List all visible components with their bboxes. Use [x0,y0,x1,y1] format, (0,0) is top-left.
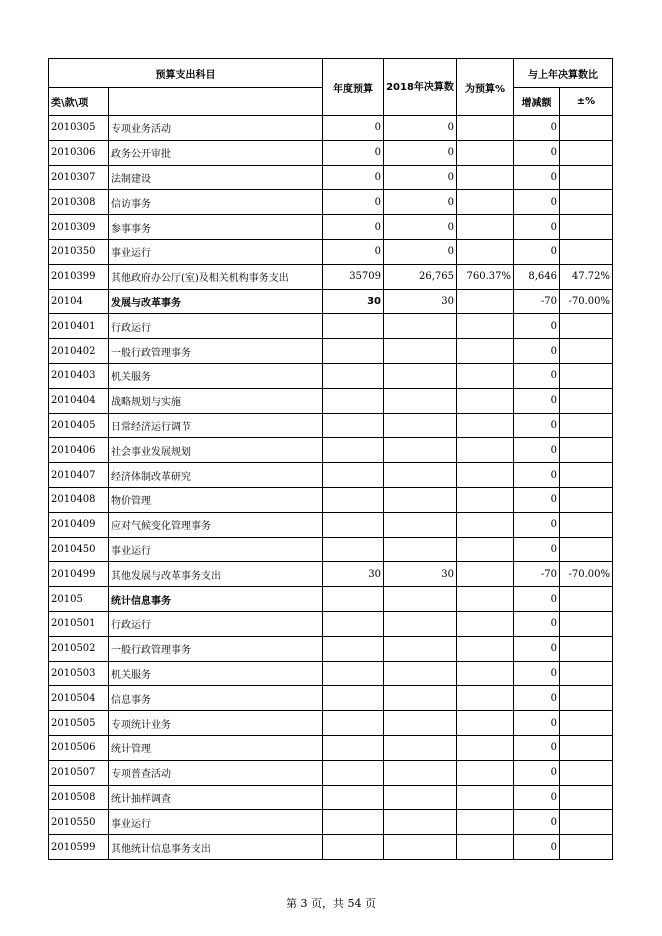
row-pct [457,587,514,612]
row-budget [323,735,384,760]
row-name: 统计管理 [109,735,323,760]
row-pct [457,363,514,388]
row-change: 0 [514,116,560,141]
table-row [49,611,613,636]
row-change: 0 [514,587,560,612]
row-change: 0 [514,711,560,736]
row-name: 政务公开审批 [109,140,323,165]
row-name: 应对气候变化管理事务 [109,512,323,537]
row-budget [323,760,384,785]
row-change-pct [560,760,613,785]
row-code: 2010507 [49,760,109,785]
row-budget [323,413,384,438]
row-change-pct [560,487,613,512]
row-change-pct: -70.00% [560,289,613,314]
table-row [49,388,613,413]
header-pct-budget: 为预算% [457,59,514,116]
budget-table [48,58,613,860]
row-pct [457,835,514,860]
row-code: 2010409 [49,512,109,537]
table-row [49,339,613,364]
row-change-pct [560,587,613,612]
row-code: 2010550 [49,810,109,835]
row-change-pct [560,413,613,438]
table-row [49,636,613,661]
row-change-pct [560,116,613,141]
row-budget [323,388,384,413]
row-budget: 0 [323,239,384,264]
row-code: 2010499 [49,562,109,587]
row-name: 信息事务 [109,686,323,711]
table-row [49,140,613,165]
row-budget: 0 [323,190,384,215]
table-row [49,438,613,463]
row-pct [457,636,514,661]
row-budget: 0 [323,116,384,141]
row-code: 2010405 [49,413,109,438]
row-change-pct: 47.72% [560,264,613,289]
table-row [49,785,613,810]
row-final: 0 [384,239,457,264]
row-change: 0 [514,487,560,512]
row-code: 2010505 [49,711,109,736]
table-row [49,116,613,141]
row-final: 0 [384,190,457,215]
row-code: 2010308 [49,190,109,215]
row-final [384,339,457,364]
row-final [384,413,457,438]
table-row [49,587,613,612]
row-change: 0 [514,785,560,810]
table-row [49,487,613,512]
row-final [384,388,457,413]
row-change: 0 [514,463,560,488]
row-budget [323,835,384,860]
table-row [49,264,613,289]
table-row [49,735,613,760]
row-budget: 30 [323,562,384,587]
row-final: 0 [384,116,457,141]
table-row [49,760,613,785]
row-final: 30 [384,289,457,314]
row-change-pct [560,711,613,736]
row-code: 2010309 [49,215,109,240]
row-code: 2010399 [49,264,109,289]
header-final-2018: 2018年决算数 [384,59,457,116]
row-change-pct [560,686,613,711]
row-budget [323,339,384,364]
page-footer: 第 3 页，共 54 页 [286,897,376,910]
row-change-pct [560,388,613,413]
row-change-pct [560,165,613,190]
row-change-pct [560,537,613,562]
row-budget [323,537,384,562]
row-final [384,363,457,388]
row-pct [457,165,514,190]
table-row [49,215,613,240]
row-change-pct [560,463,613,488]
row-code: 2010501 [49,611,109,636]
header-name-blank [109,88,323,116]
row-budget [323,611,384,636]
row-code: 2010404 [49,388,109,413]
table-row [49,686,613,711]
row-final [384,711,457,736]
row-change-pct [560,636,613,661]
row-name: 信访事务 [109,190,323,215]
row-code: 2010403 [49,363,109,388]
header-compare: 与上年决算数比 [514,59,613,88]
row-name: 事业运行 [109,537,323,562]
table-row [49,289,613,314]
row-code: 2010508 [49,785,109,810]
row-final [384,512,457,537]
row-pct [457,190,514,215]
row-change: 0 [514,413,560,438]
row-pct [457,711,514,736]
row-code: 2010408 [49,487,109,512]
table-row [49,810,613,835]
row-pct [457,413,514,438]
row-final [384,785,457,810]
row-final [384,835,457,860]
row-name: 日常经济运行调节 [109,413,323,438]
header-subject: 预算支出科目 [49,59,323,88]
row-change-pct [560,239,613,264]
row-budget [323,636,384,661]
row-pct [457,760,514,785]
row-name: 参事事务 [109,215,323,240]
row-pct [457,487,514,512]
table-row [49,512,613,537]
row-final: 30 [384,562,457,587]
row-pct [457,512,514,537]
table-row [49,835,613,860]
row-pct [457,289,514,314]
row-code: 2010407 [49,463,109,488]
row-change: -70 [514,289,560,314]
row-code: 2010305 [49,116,109,141]
row-final [384,735,457,760]
row-final: 0 [384,165,457,190]
table-row [49,239,613,264]
row-change: 0 [514,438,560,463]
table-row [49,661,613,686]
row-final [384,487,457,512]
row-budget [323,463,384,488]
row-name: 统计信息事务 [109,587,323,612]
row-budget [323,661,384,686]
row-name: 其他政府办公厅(室)及相关机构事务支出 [109,264,323,289]
row-budget [323,363,384,388]
row-budget [323,810,384,835]
row-final [384,611,457,636]
row-budget [323,587,384,612]
row-change: 8,646 [514,264,560,289]
row-name: 其他发展与改革事务支出 [109,562,323,587]
row-pct [457,785,514,810]
row-change: 0 [514,165,560,190]
row-final [384,760,457,785]
row-name: 事业运行 [109,810,323,835]
row-change: 0 [514,810,560,835]
row-change: 0 [514,239,560,264]
row-change-pct [560,363,613,388]
row-change-pct [560,438,613,463]
row-code: 2010402 [49,339,109,364]
header-annual-budget: 年度预算 [323,59,384,116]
row-budget: 30 [323,289,384,314]
row-change-pct: -70.00% [560,562,613,587]
row-pct [457,116,514,141]
row-pct [457,562,514,587]
row-name: 专项统计业务 [109,711,323,736]
header-change-pct: ±% [560,88,613,116]
table-row [49,413,613,438]
row-change: 0 [514,611,560,636]
row-final: 0 [384,215,457,240]
row-change-pct [560,661,613,686]
row-code: 2010306 [49,140,109,165]
table-row [49,363,613,388]
row-final [384,537,457,562]
row-change: 0 [514,735,560,760]
row-pct [457,339,514,364]
row-change: 0 [514,835,560,860]
row-code: 2010599 [49,835,109,860]
row-change-pct [560,835,613,860]
row-change-pct [560,314,613,339]
row-budget [323,314,384,339]
row-final: 0 [384,140,457,165]
row-change: 0 [514,140,560,165]
row-budget [323,785,384,810]
row-pct [457,314,514,339]
row-change: 0 [514,537,560,562]
row-pct [457,215,514,240]
row-pct [457,463,514,488]
table-row [49,463,613,488]
row-change: 0 [514,636,560,661]
row-final [384,314,457,339]
header-code: 类\款\项 [49,88,109,116]
row-change: 0 [514,760,560,785]
row-budget: 35709 [323,264,384,289]
row-pct [457,537,514,562]
row-name: 经济体制改革研究 [109,463,323,488]
row-final [384,636,457,661]
row-change-pct [560,735,613,760]
row-name: 行政运行 [109,611,323,636]
row-name: 一般行政管理事务 [109,636,323,661]
row-code: 2010502 [49,636,109,661]
row-name: 行政运行 [109,314,323,339]
row-change: 0 [514,314,560,339]
row-code: 2010504 [49,686,109,711]
row-pct [457,140,514,165]
row-name: 物价管理 [109,487,323,512]
row-code: 2010406 [49,438,109,463]
row-change-pct [560,140,613,165]
row-budget: 0 [323,215,384,240]
table-body [49,116,613,860]
row-code: 2010506 [49,735,109,760]
row-budget: 0 [323,140,384,165]
header-change-amount: 增减额 [514,88,560,116]
row-name: 战略规划与实施 [109,388,323,413]
row-final: 26,765 [384,264,457,289]
row-pct [457,438,514,463]
row-final [384,661,457,686]
row-budget [323,487,384,512]
row-final [384,810,457,835]
row-name: 专项普查活动 [109,760,323,785]
row-change: 0 [514,512,560,537]
row-name: 其他统计信息事务支出 [109,835,323,860]
row-pct [457,810,514,835]
row-change-pct [560,611,613,636]
row-code: 2010450 [49,537,109,562]
row-change: 0 [514,388,560,413]
row-change: 0 [514,215,560,240]
row-pct: 760.37% [457,264,514,289]
row-budget [323,686,384,711]
row-code: 20104 [49,289,109,314]
row-name: 统计抽样调查 [109,785,323,810]
row-code: 2010401 [49,314,109,339]
row-change-pct [560,215,613,240]
row-budget [323,711,384,736]
row-name: 一般行政管理事务 [109,339,323,364]
row-change-pct [560,190,613,215]
row-budget [323,512,384,537]
row-name: 法制建设 [109,165,323,190]
table-row [49,562,613,587]
row-change: 0 [514,339,560,364]
row-change-pct [560,810,613,835]
row-code: 20105 [49,587,109,612]
row-change: 0 [514,661,560,686]
row-name: 发展与改革事务 [109,289,323,314]
row-change: 0 [514,686,560,711]
row-name: 社会事业发展规划 [109,438,323,463]
row-pct [457,661,514,686]
row-pct [457,686,514,711]
row-change: 0 [514,190,560,215]
table-row [49,537,613,562]
row-final [384,587,457,612]
row-name: 专项业务活动 [109,116,323,141]
row-code: 2010307 [49,165,109,190]
row-pct [457,388,514,413]
row-budget: 0 [323,165,384,190]
row-change-pct [560,512,613,537]
row-change-pct [560,339,613,364]
row-budget [323,438,384,463]
row-code: 2010350 [49,239,109,264]
table-row [49,711,613,736]
row-final [384,686,457,711]
row-final [384,438,457,463]
table-row [49,165,613,190]
row-name: 机关服务 [109,661,323,686]
row-code: 2010503 [49,661,109,686]
row-pct [457,611,514,636]
row-change-pct [560,785,613,810]
row-change: 0 [514,363,560,388]
table-row [49,190,613,215]
row-change: -70 [514,562,560,587]
row-final [384,463,457,488]
row-name: 机关服务 [109,363,323,388]
table-row [49,314,613,339]
row-pct [457,239,514,264]
row-name: 事业运行 [109,239,323,264]
row-pct [457,735,514,760]
